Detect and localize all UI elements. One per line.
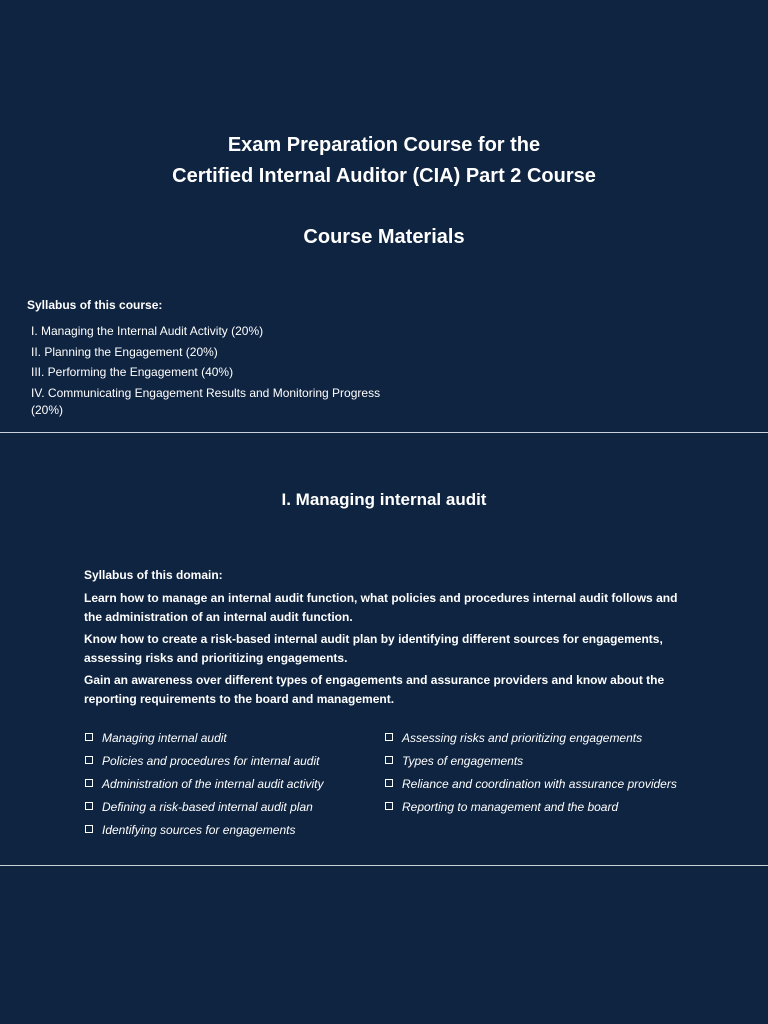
syllabus-item: II. Planning the Engagement (20%) (31, 344, 218, 359)
topic-label: Defining a risk-based internal audit plan (102, 800, 313, 814)
domain-syllabus-heading: Syllabus of this domain: (84, 568, 223, 582)
domain-paragraph: Learn how to manage an internal audit function, what policies and procedures internal audit follows and the administration of an internal audit function. (84, 591, 678, 624)
course-title-line-2: Certified Internal Auditor (CIA) Part 2 Course (172, 165, 596, 187)
topic-label: Identifying sources for engagements (102, 823, 296, 837)
topic-item (84, 752, 374, 770)
course-syllabus-list (31, 323, 381, 422)
checkbox-icon (385, 779, 393, 787)
syllabus-item: III. Performing the Engagement (40%) (31, 365, 234, 379)
topic-item (384, 752, 684, 770)
topic-item (84, 775, 374, 793)
checkbox-icon (85, 756, 93, 764)
course-title-line-1: Exam Preparation Course for the (227, 134, 541, 156)
checkbox-icon (385, 733, 393, 741)
syllabus-item: IV. Communicating Engagement Results and Monitoring Progress (20%) (31, 385, 381, 417)
checkbox-icon (85, 779, 93, 787)
topic-item (84, 729, 374, 747)
topic-item (84, 798, 374, 816)
syllabus-item: I. Managing the Internal Audit Activity (20%) (31, 324, 264, 338)
topic-label: Policies and procedures for internal audit (102, 754, 320, 768)
topic-item (84, 821, 374, 839)
checkbox-icon (85, 733, 93, 741)
domain-paragraph: Gain an awareness over different types of engagements and assurance providers and know about the reporting requirements to the board and management. (84, 673, 665, 706)
course-materials-heading: Course Materials (303, 226, 465, 248)
course-overview-slide (0, 0, 768, 432)
domain-title: I. Managing internal audit (281, 490, 487, 509)
topic-label: Reliance and coordination with assurance providers (402, 777, 677, 791)
topics-list-right (384, 729, 684, 821)
checkbox-icon (85, 825, 93, 833)
topic-label: Types of engagements (402, 754, 524, 768)
topic-label: Administration of the internal audit activity (102, 777, 324, 791)
topic-label: Managing internal audit (102, 731, 227, 745)
checkbox-icon (385, 802, 393, 810)
domain-description (84, 589, 694, 712)
domain-slide (0, 433, 768, 865)
checkbox-icon (85, 802, 93, 810)
slide-divider (0, 865, 768, 866)
domain-paragraph: Know how to create a risk-based internal audit plan by identifying different sources for engagements, assessing risks and prioritizing engagements. (84, 632, 663, 665)
course-title (0, 130, 768, 192)
checkbox-icon (385, 756, 393, 764)
topic-label: Reporting to management and the board (402, 800, 619, 814)
topics-list-left (84, 729, 374, 844)
topic-item (384, 729, 684, 747)
topic-label: Assessing risks and prioritizing engagements (402, 731, 643, 745)
course-syllabus-heading: Syllabus of this course: (27, 298, 163, 312)
topic-item (384, 775, 684, 793)
topic-item (384, 798, 684, 816)
